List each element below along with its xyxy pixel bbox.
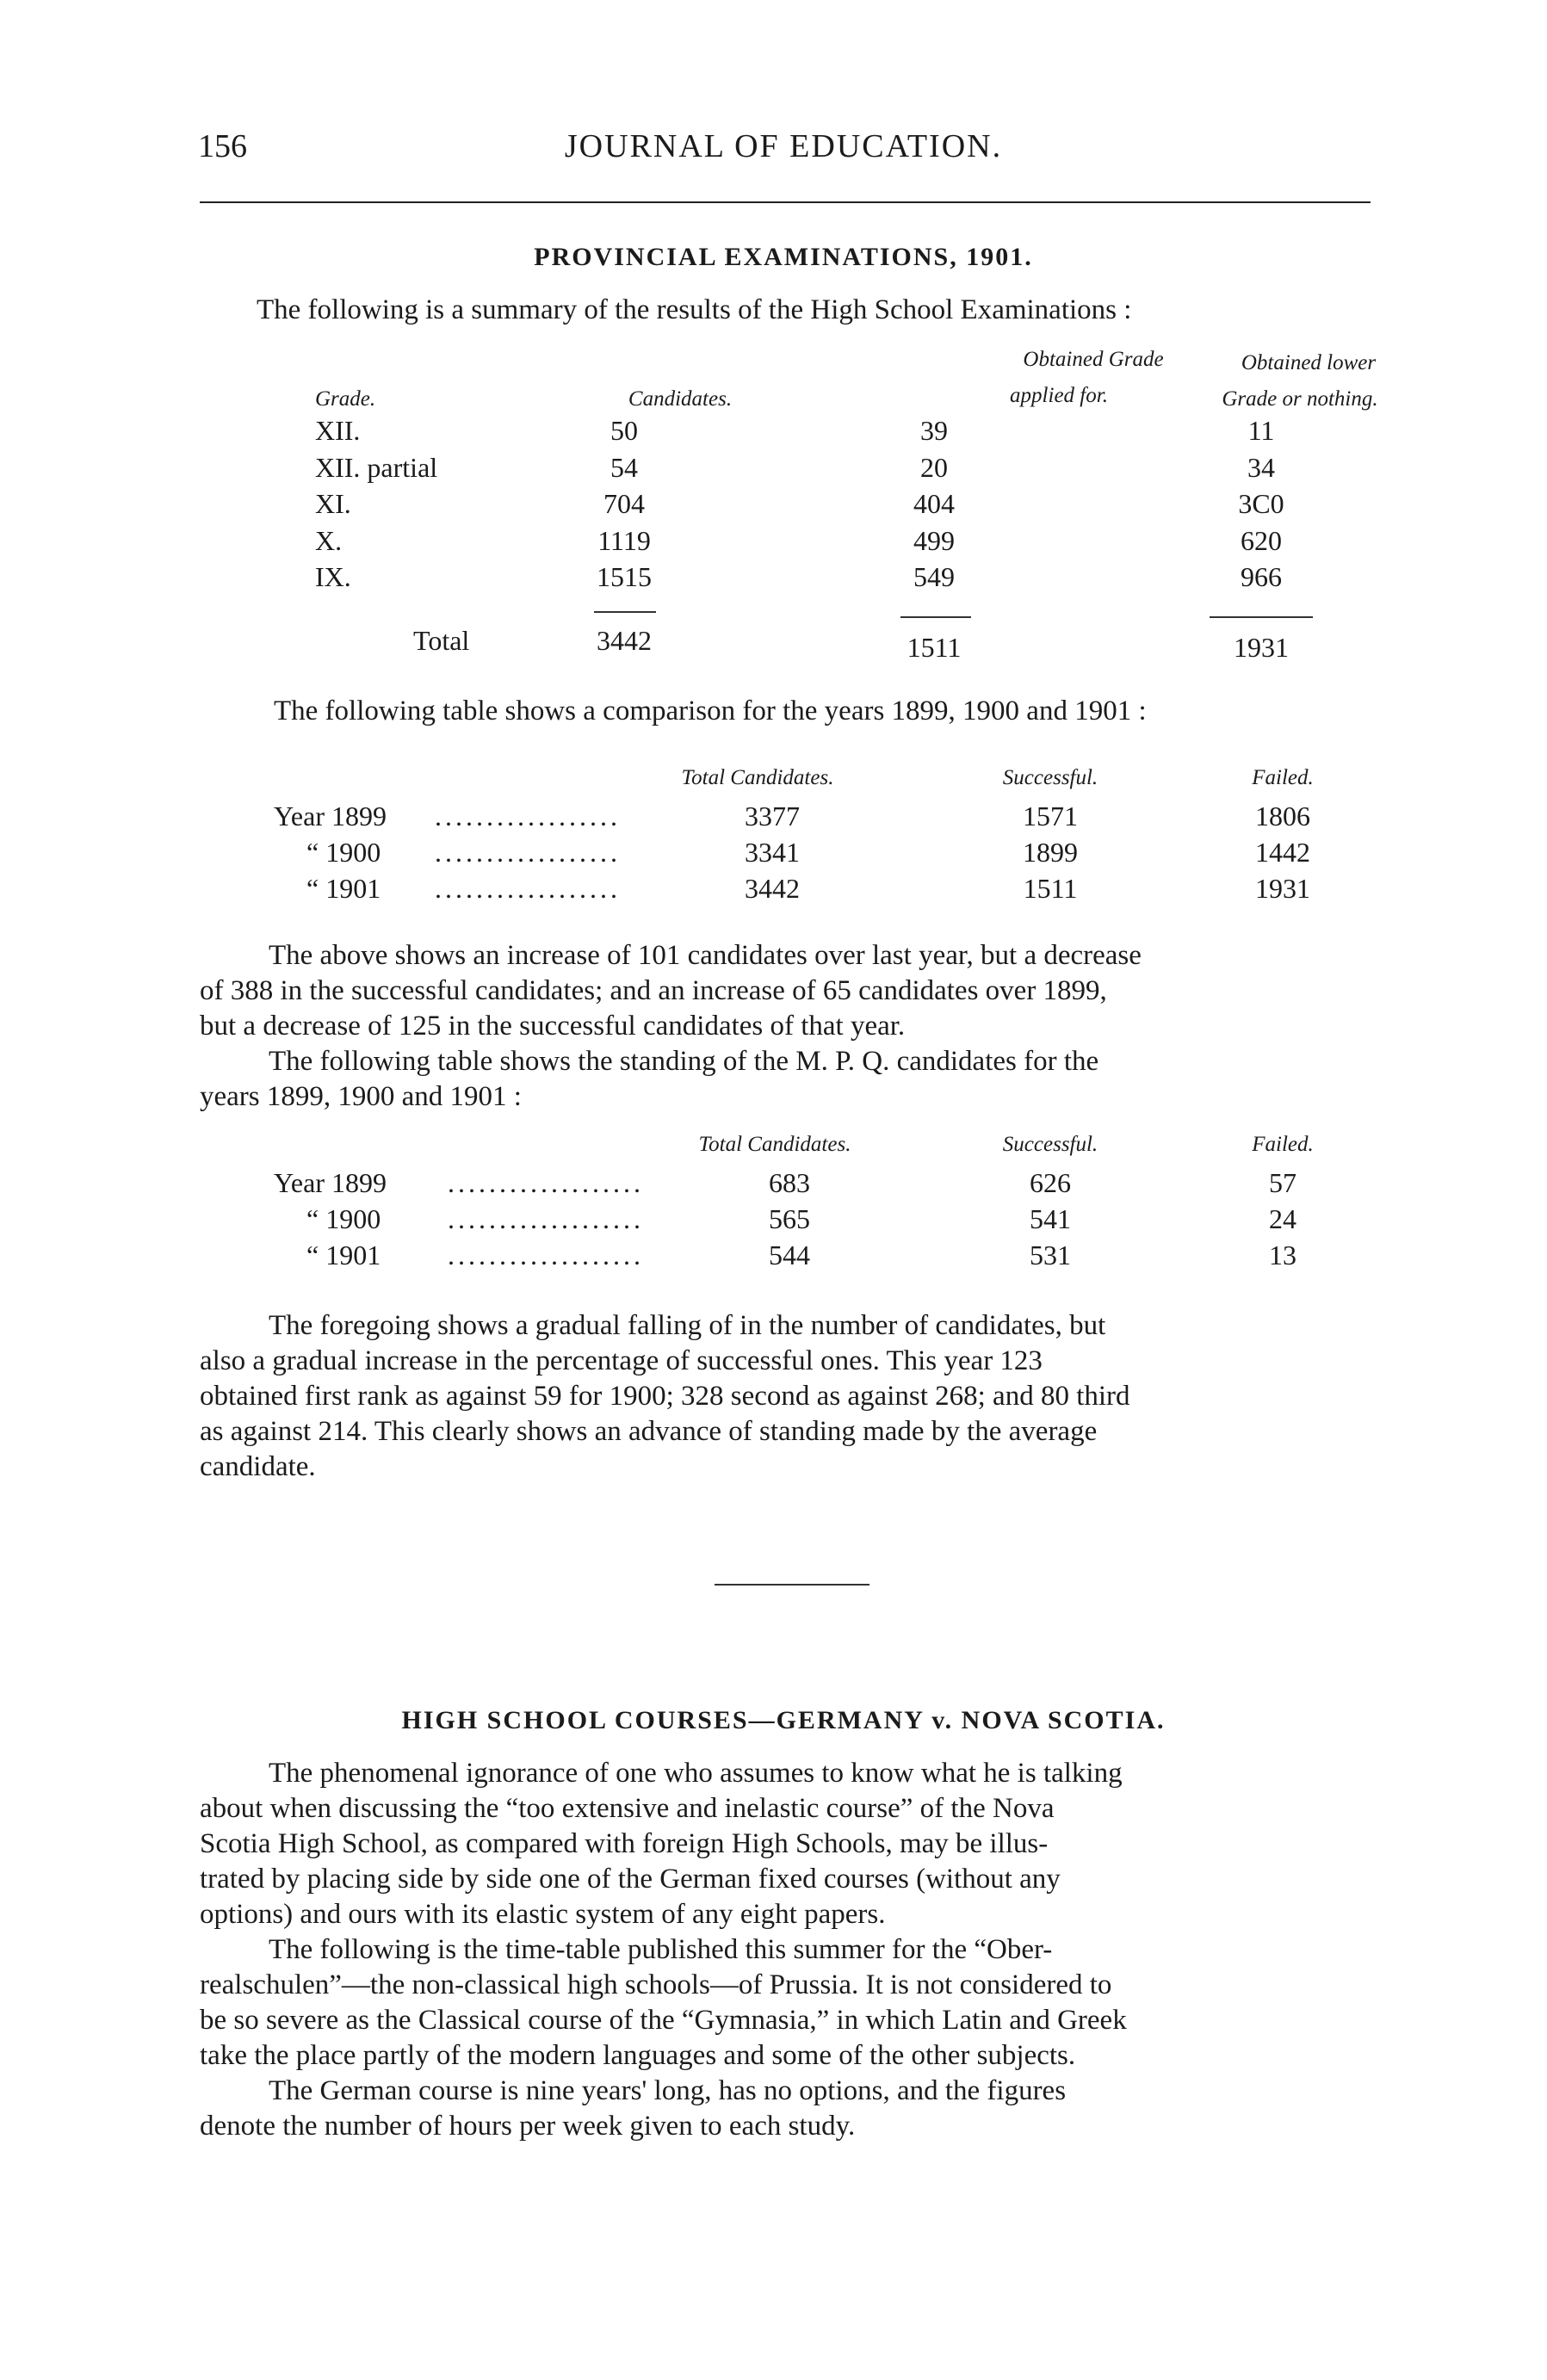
row-candidates: 54 xyxy=(610,452,638,483)
dot-leader: .................. xyxy=(435,873,621,904)
paragraph-courses-3: The German course is nine years' long, has no options, and the figures denote the number of hours per week given to each study. xyxy=(200,2075,1067,2142)
col-header-candidates: Candidates. xyxy=(628,387,733,411)
row-failed: 1806 xyxy=(1255,801,1310,831)
total-label: Total xyxy=(413,625,470,656)
row-lower: 11 xyxy=(1247,415,1275,446)
total-applied: 1511 xyxy=(907,632,962,663)
page-number: 156 xyxy=(198,128,247,164)
section-heading-courses: HIGH SCHOOL COURSES—GERMANY v. NOVA SCOTIA. xyxy=(401,1706,1166,1734)
row-total: 565 xyxy=(769,1203,810,1234)
row-total: 3377 xyxy=(745,801,800,831)
dot-leader: ................... xyxy=(448,1203,644,1234)
row-grade: XI. xyxy=(315,488,351,519)
row-grade: X. xyxy=(315,525,343,556)
section-divider xyxy=(715,1584,869,1586)
mpq-intro: The following table shows the standing of the M. P. Q. candidates for the years 1899, 1900 and 1901 : xyxy=(200,1046,1099,1112)
total-rule xyxy=(900,616,971,618)
row-failed: 24 xyxy=(1269,1203,1296,1234)
paragraph-comparison: The above shows an increase of 101 candidates over last year, but a decrease of 388 in the successful candidates; and an increase of 65 candidates over 1899, but a decrease of 125 in the successful candidates of that year. xyxy=(200,940,1142,1042)
row-failed: 57 xyxy=(1269,1167,1296,1198)
col-header-failed: Failed. xyxy=(1252,1133,1314,1156)
row-applied: 20 xyxy=(920,452,948,483)
row-failed: 13 xyxy=(1269,1239,1296,1270)
row-year: Year 1899 xyxy=(274,1167,387,1198)
row-successful: 1571 xyxy=(1023,801,1078,831)
row-total: 544 xyxy=(769,1239,810,1270)
row-year: Year 1899 xyxy=(274,801,387,831)
comparison-intro: The following table shows a comparison for the years 1899, 1900 and 1901 : xyxy=(274,695,1147,726)
row-lower: 34 xyxy=(1247,452,1275,483)
row-successful: 1511 xyxy=(1023,873,1078,904)
row-year: “ 1901 xyxy=(306,873,381,904)
col-header-applied-1: Obtained Grade xyxy=(1023,348,1164,371)
dot-leader: .................. xyxy=(435,837,621,868)
exams-intro: The following is a summary of the results of the High School Examinations : xyxy=(257,294,1132,325)
col-header-grade: Grade. xyxy=(315,387,376,411)
col-header-applied-2: applied for. xyxy=(1010,384,1108,407)
section-heading-exams: PROVINCIAL EXAMINATIONS, 1901. xyxy=(534,243,1033,271)
dot-leader: ................... xyxy=(448,1167,644,1198)
page-header xyxy=(198,127,1369,179)
row-year: “ 1900 xyxy=(306,1203,381,1234)
row-applied: 39 xyxy=(920,415,948,446)
paragraph-courses-2: The following is the time-table published this summer for the “Ober- realschulen”—the non-classical high schools—of Prussia. It is not considered to be so severe as the Classical course of the “Gymnasia,” in which Latin and Greek take the place partly of the modern languages and some of the other subjects. xyxy=(200,1934,1127,2071)
row-successful: 1899 xyxy=(1023,837,1078,868)
row-applied: 499 xyxy=(913,525,955,556)
col-header-lower-2: Grade or nothing. xyxy=(1222,387,1378,411)
row-candidates: 1119 xyxy=(597,525,651,556)
row-failed: 1931 xyxy=(1255,873,1310,904)
dot-leader: ................... xyxy=(448,1239,644,1270)
row-candidates: 50 xyxy=(610,415,638,446)
col-header-lower-1: Obtained lower xyxy=(1241,351,1377,374)
row-grade: XII. xyxy=(315,415,361,446)
col-header-failed: Failed. xyxy=(1252,766,1314,789)
row-applied: 404 xyxy=(913,488,955,519)
row-failed: 1442 xyxy=(1255,837,1310,868)
col-header-successful: Successful. xyxy=(1002,766,1098,789)
row-lower: 620 xyxy=(1241,525,1282,556)
total-lower: 1931 xyxy=(1234,632,1289,663)
paragraph-courses-1: The phenomenal ignorance of one who assumes to know what he is talking about when discussing the “too extensive and inelastic course” of the Nova Scotia High School, as compared with foreign High Schools, may be illus- trated by placing side by side one of the German fixed courses (without any options) and ours with its elastic system of any eight papers. xyxy=(200,1758,1123,1930)
row-grade: XII. partial xyxy=(315,452,438,483)
row-lower: 966 xyxy=(1241,561,1282,592)
row-total: 3442 xyxy=(745,873,800,904)
total-rule xyxy=(1210,616,1313,618)
row-candidates: 1515 xyxy=(597,561,652,592)
col-header-total: Total Candidates. xyxy=(698,1133,851,1156)
row-successful: 531 xyxy=(1030,1239,1071,1270)
row-grade: IX. xyxy=(315,561,351,592)
row-lower: 3C0 xyxy=(1238,488,1284,519)
row-successful: 626 xyxy=(1030,1167,1071,1198)
col-header-successful: Successful. xyxy=(1002,1133,1098,1156)
col-header-total: Total Candidates. xyxy=(681,766,834,789)
row-candidates: 704 xyxy=(603,488,645,519)
row-year: “ 1900 xyxy=(306,837,381,868)
dot-leader: .................. xyxy=(435,801,621,831)
row-applied: 549 xyxy=(913,561,955,592)
total-rule xyxy=(594,611,656,613)
paragraph-foregoing: The foregoing shows a gradual falling of in the number of candidates, but also a gradual increase in the percentage of successful ones. This year 123 obtained first rank as against 59 for 1900; 328 second as against 268; and 80 third as against 214. This clearly shows an advance of standing made by the average candidate. xyxy=(200,1310,1130,1482)
row-total: 3341 xyxy=(745,837,800,868)
total-candidates: 3442 xyxy=(597,625,652,656)
row-total: 683 xyxy=(769,1167,810,1198)
journal-title: JOURNAL OF EDUCATION. xyxy=(564,128,1003,164)
row-year: “ 1901 xyxy=(306,1239,381,1270)
header-rule xyxy=(200,201,1371,203)
row-successful: 541 xyxy=(1030,1203,1071,1234)
